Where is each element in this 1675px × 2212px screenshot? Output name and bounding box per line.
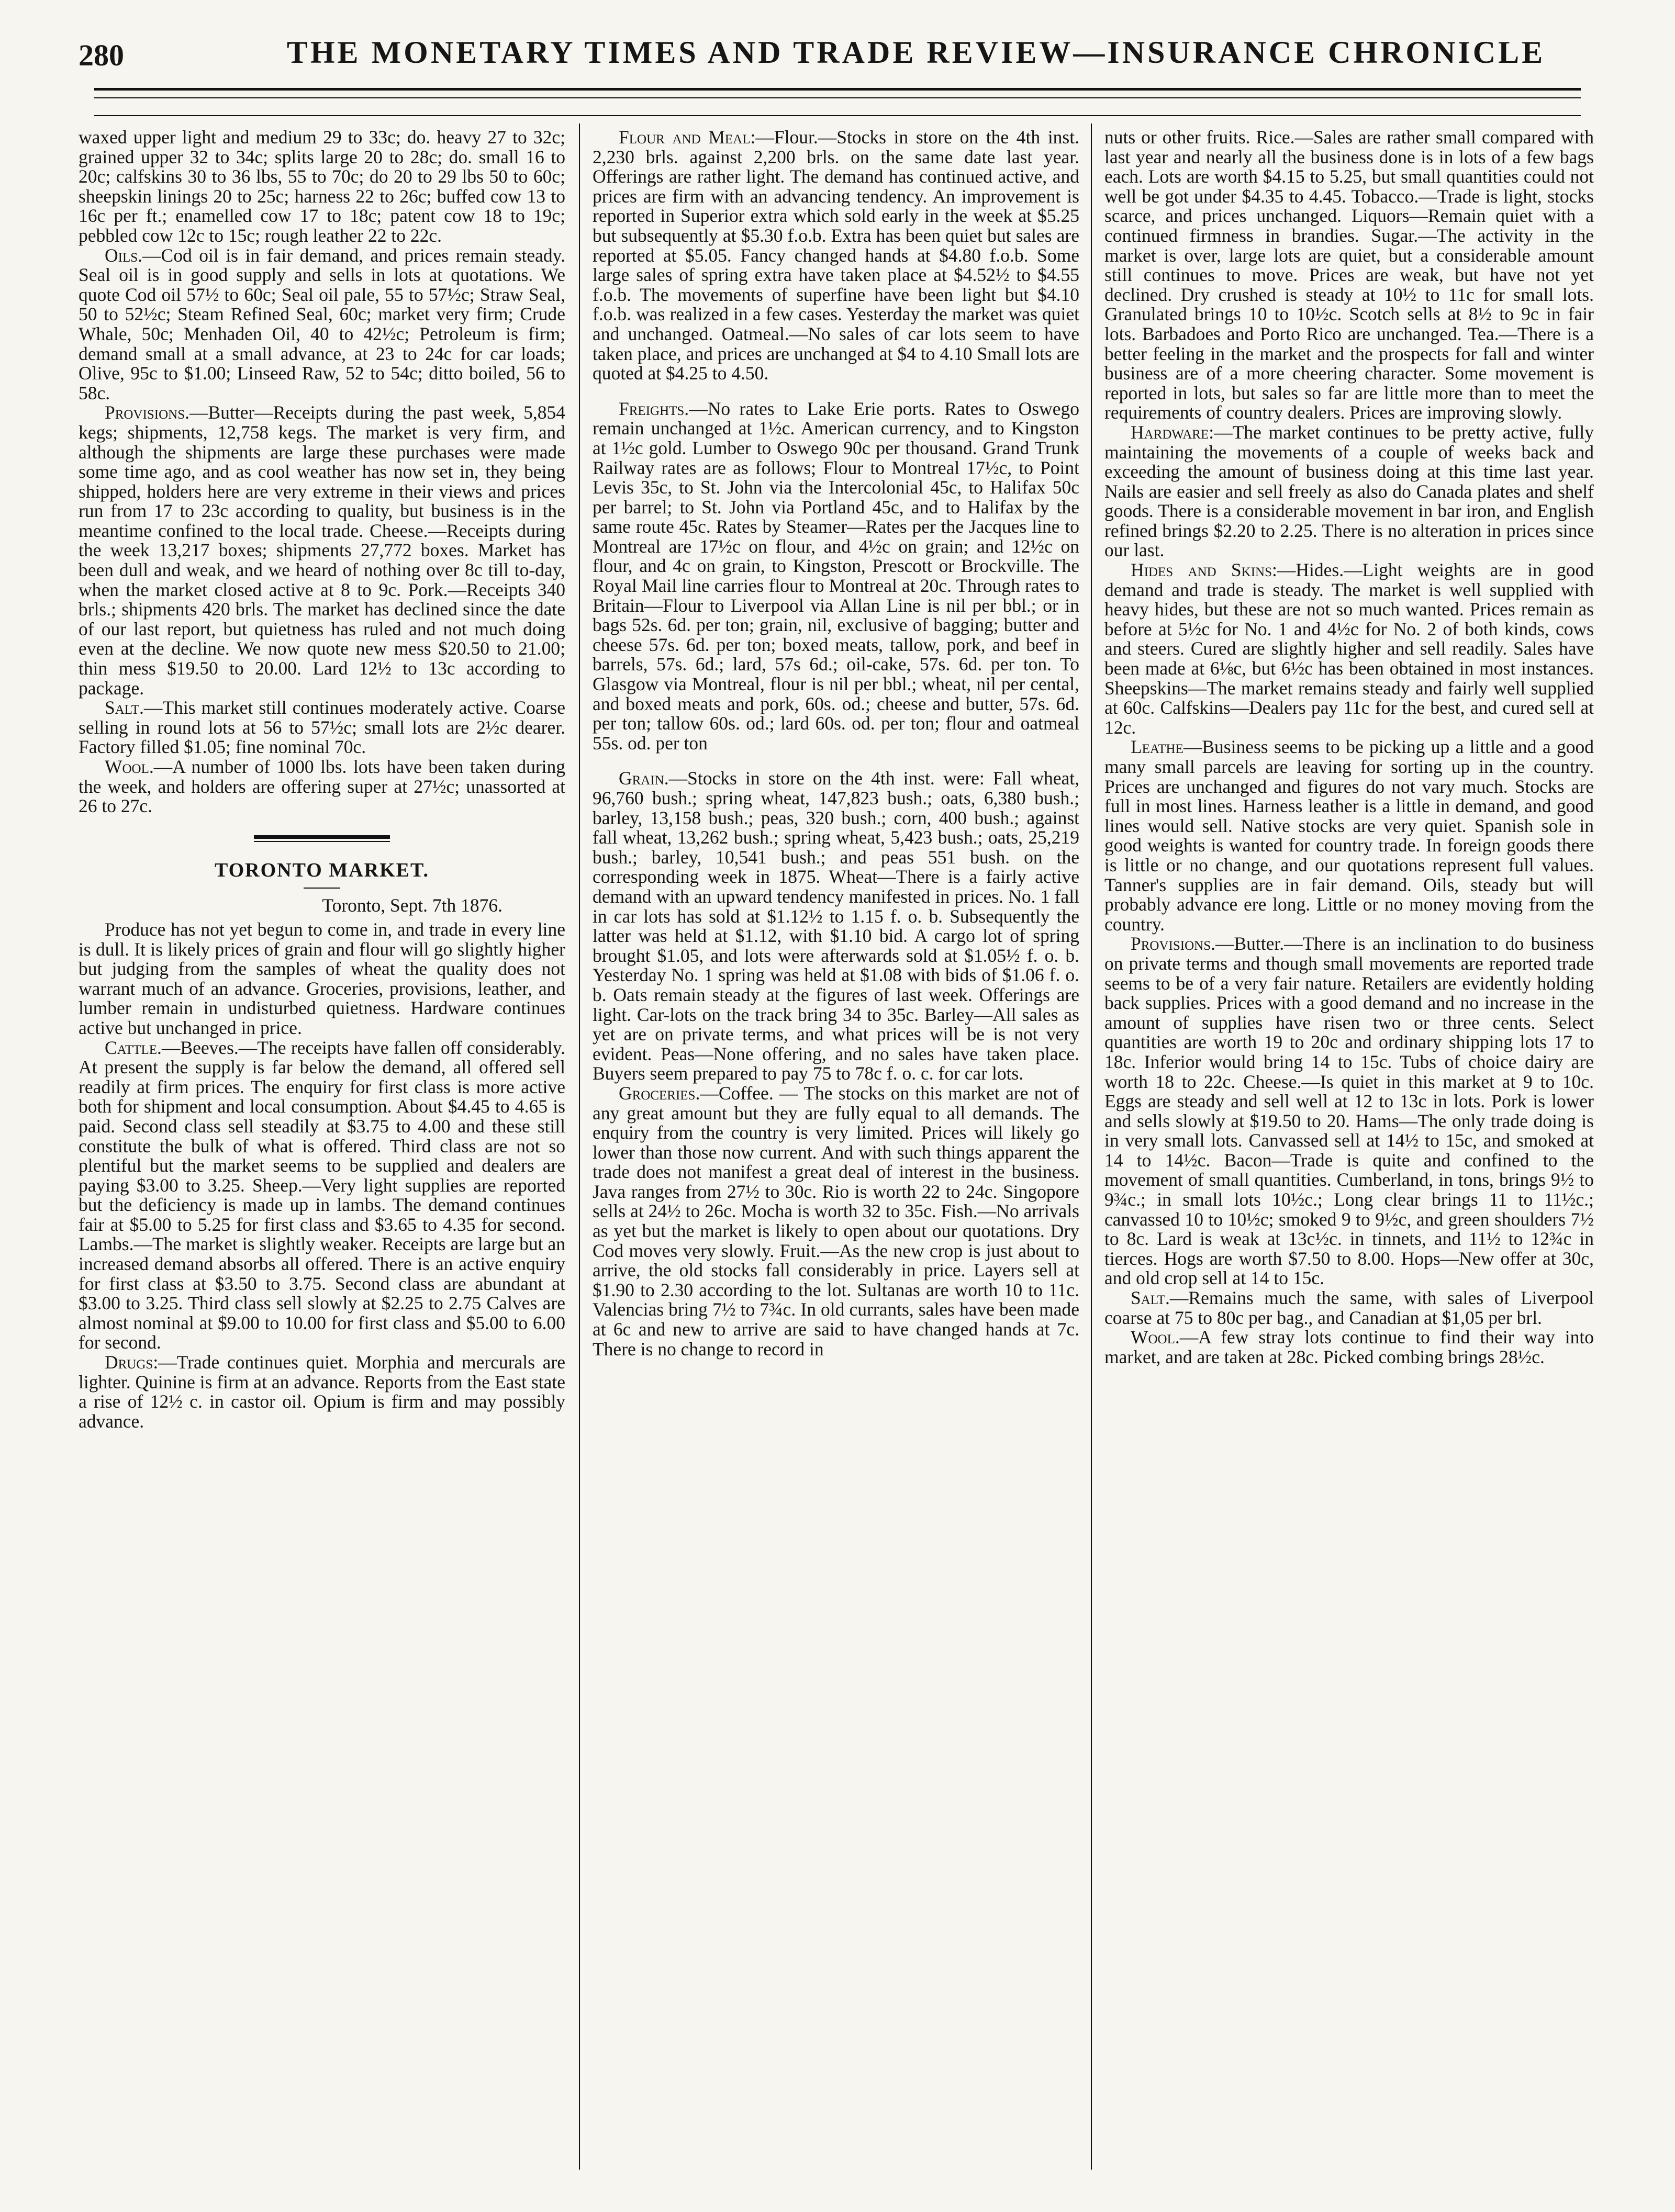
section-divider — [254, 835, 390, 842]
section-head: Salt. — [1131, 1287, 1170, 1309]
section-head: Groceries. — [619, 1082, 700, 1104]
section-text: —Hides.—Light weights are in good demand and trade is steady. The market is well supplied with heavy hides, but these are not so much wanted. Prices remain as before at 5½c for No. 1 and 4½c for No. 2 of both kinds, cows and steers. Cured are slightly higher and sell readily. Sales have been made at 6⅛c, but 6½c has been obtained in most instances. Sheepskins—The market remains steady and fairly well supplied at 60c. Calfskins—Dealers pay 11c for the best, and cured sell at 12c. — [1104, 559, 1594, 738]
paragraph-grain — [593, 769, 1079, 1084]
paragraph-cattle — [79, 1038, 565, 1353]
section-head: Hides and Skins: — [1131, 559, 1277, 581]
section-text: —Remains much the same, with sales of Liverpool coarse at 75 to 80c per bag., and Canadian at $1,05 per brl. — [1104, 1287, 1594, 1328]
section-head: Hardware: — [1131, 421, 1214, 443]
section-head: Wool. — [105, 756, 154, 777]
column-middle — [593, 128, 1079, 2158]
section-text: —Flour.—Stocks in store on the 4th inst. 2,230 brls. against 2,200 brls. on the same date last year. Offerings are rather light. The demand has continued active, and prices are firm with an advancing tendency. An improvement is reported in Superior extra which sold early in the week at $5.25 but subsequently at $5.30 f.o.b. Extra has been quiet but sales are reported at $5.05. Fancy changed hands at $4.80 f.o.b. Some large sales of spring extra have taken place at $4.52½ to $4.55 f.o.b. The movements of superfine have been light but $4.10 f.o.b. was realized in a few cases. Yesterday the market was quiet and unchanged. Oatmeal.—No sales of car lots seem to have taken place, and prices are unchanged at $4 to 4.10 Small lots are quoted at $4.25 to 4.50. — [593, 128, 1079, 384]
section-text: —Beeves.—The receipts have fallen off considerably. At present the supply is far below the demand, all offered sell readily at firm prices. The enquiry for first class is more active both for shipment and local consumption. About $4.45 to 4.65 is paid. Second class sell steadily at $3.75 to 4.00 and these still constitute the bulk of what is offered. Third class are not so plentiful but the market seems to be supplied and dealers are paying $3.00 to 3.25. Sheep.—Very light supplies are reported but the deficiency is made up in lambs. The demand continues fair at $5.00 to 5.25 for first class and $3.65 to 4.35 for second. Lambs.—The market is slightly weaker. Receipts are large but an increased demand absorbs all offered. There is an active enquiry for first class at $3.50 to 3.75. Second class are abundant at $3.00 to 3.25. Third class sell slowly at $2.25 to 2.75 Calves are almost nominal at $9.00 to 10.00 for first class and $5.00 to 6.00 for second. — [79, 1037, 565, 1353]
header-rule-lower — [94, 115, 1581, 116]
section-head: Provisions. — [105, 402, 189, 423]
section-text: —Coffee. — The stocks on this market are not of any great amount but they are fully equal to all demands. The enquiry from the country is very limited. Prices will likely go lower than those now current. And with such things apparent the trade does not manifest a great deal of interest in the business. Java ranges from 27½ to 30c. Rio is worth 22 to 24c. Singopore sells at 24½ to 26c. Mocha is worth 32 to 35c. Fish.—No arrivals as yet but the market is likely to open about our quotations. Dry Cod moves very slowly. Fruit.—As the new crop is just about to arrive, the old stocks fall considerably in price. Layers sell at $1.90 to 2.30 according to the lot. Sultanas are worth 10 to 11c. Valencias bring 7½ to 7¾c. In old currants, sales have been made at 6c and new to arrive are said to have changed hands at 7c. There is no change to record in — [593, 1082, 1079, 1360]
section-text: —Cod oil is in fair demand, and prices remain steady. Seal oil is in good supply and sells in lots at quotations. We quote Cod oil 57½ to 60c; Seal oil pale, 55 to 57½c; Straw Seal, 50 to 52½c; Steam Refined Seal, 60c; market very firm; Crude Whale, 50c; Menhaden Oil, 40 to 42½c; Petroleum is firm; demand small at a small advance, at 23 to 24c for car loads; Olive, 95c to $1.00; Linseed Raw, 52 to 54c; ditto boiled, 56 to 58c. — [79, 244, 565, 403]
market-title: TORONTO MARKET. — [214, 859, 430, 881]
page-number: 280 — [79, 38, 124, 72]
section-text: —Stocks in store on the 4th inst. were: Fall wheat, 96,760 bush.; spring wheat, 147,823 bush.; oats, 6,380 bush.; barley, 13,158 bush.; peas, 320 bush.; corn, 400 bush.; against fall wheat, 13,262 bush.; spring wheat, 5,423 bush.; oats, 25,219 bush.; barley, 10,541 bush.; and peas 551 bush. on the corresponding week in 1875. Wheat—There is a fairly active demand with an upward tendency manifested in prices. No. 1 fall in car lots has sold at $1.12½ to 1.15 f. o. b. Subsequently the latter was held at $1.12, with $1.10 bid. A cargo lot of spring brought $1.05, and lots were afterwards sold at $1.05½ f. o. b. Yesterday No. 1 spring was held at $1.08 with bids of $1.06 f. o. b. Oats remain steady at the figures of last week. Offerings are light. Car-lots on the track bring 34 to 35c. Barley—All sales as yet are on private terms, and what prices will be is not very evident. Peas—None offering, and no sales have taken place. Buyers seem prepared to pay 75 to 78c f. o. c. for car lots. — [593, 768, 1079, 1084]
section-head: Flour and Meal: — [619, 128, 756, 148]
section-head: Salt. — [105, 697, 144, 718]
column-rule — [1091, 123, 1092, 2170]
section-text: —Business seems to be picking up a little and a good many small parcels are leaving for sorting up in the country. Prices are unchanged and figures do not vary much. Stocks are full in most lines. Harness leather is a little in demand, and good lines would sell. Native stocks are very quiet. Spanish sole in good weights is wanted for country trade. In foreign goods there is little or no change, and our quotations represent full values. Tanner's supplies are in fair demand. Oils, steady but will probably advance ere long. Little or no money moving from the country. — [1104, 736, 1594, 935]
dateline: Toronto, Sept. 7th 1876. — [322, 895, 502, 916]
column-right — [1104, 128, 1594, 2158]
paragraph: nuts or other fruits. Rice.—Sales are rather small compared with last year and nearly all the business done is in lots of a few bags each. Lots are worth $4.15 to 5.25, but small quantities could not well be got under $4.35 to 4.45. Tobacco.—Trade is light, stocks scarce, and prices unchanged. Liquors—Remain quiet with a continued firmness in brandies. Sugar.—The activity in the market is over, large lots are quiet, but a considerable amount still continues to move. Prices are weak, but have not yet declined. Dry crushed is steady at 10½ to 11c for small lots. Granulated brings 10 to 10½c. Scotch sells at 8½ to 9c in fair lots. Barbadoes and Porto Rico are unchanged. Tea.—There is a better feeling in the market and the prospects for fall and winter business are of a more cheering character. Some movement is reported in lots, but sales so far are little more than to meet the requirements of country dealers. Prices are improving slowly. — [1104, 128, 1594, 423]
section-head: Oils. — [105, 244, 143, 266]
paragraph-groceries — [593, 1084, 1079, 1359]
paragraph-provisions — [1104, 934, 1594, 1288]
paragraph-wool — [1104, 1328, 1594, 1367]
section-head: Freights. — [619, 398, 689, 419]
section-head: Leathe — [1131, 736, 1183, 758]
paragraph-salt — [1104, 1288, 1594, 1328]
paragraph-flour — [593, 128, 1079, 384]
paragraph-provisions — [79, 403, 565, 698]
paragraph-freights — [593, 399, 1079, 754]
section-text: —Trade continues quiet. Morphia and mercurals are lighter. Quinine is firm at an advance. Reports from the East state a rise of 12½ c. in castor oil. Opium is firm and may possibly advance. — [79, 1352, 565, 1432]
section-head: Cattle. — [105, 1037, 162, 1058]
header-rule — [94, 88, 1581, 91]
paragraph-hides — [1104, 560, 1594, 737]
paragraph-oils — [79, 246, 565, 403]
column-left — [79, 128, 565, 2158]
section-text: —A number of 1000 lbs. lots have been taken during the week, and holders are offering super at 27½c; unassorted at 26 to 27c. — [79, 756, 565, 817]
paragraph-intro: Produce has not yet begun to come in, and trade in every line is dull. It is likely prices of grain and flour will go slightly higher but judging from the samples of wheat the quality does not warrant much of an advance. Groceries, provisions, leather, and lumber remain in undisturbed quietness. Hardware continues active but unchanged in price. — [79, 918, 565, 1038]
title-rule — [304, 888, 340, 889]
section-text: —A few stray lots continue to find their way into market, and are taken at 28c. Picked combing brings 28½c. — [1104, 1327, 1594, 1367]
paragraph-drugs — [79, 1353, 565, 1431]
header-rule-thin — [94, 97, 1581, 98]
section-head: Grain. — [619, 768, 669, 789]
paragraph-salt — [79, 698, 565, 757]
section-head: Wool. — [1131, 1327, 1180, 1348]
section-text: —The market continues to be pretty active, fully maintaining the movements of a couple of weeks back and exceeding the amount of business doing at this time last year. Nails are easier and sell freely as also do Canada plates and shelf goods. There is a considerable movement in bar iron, and English refined brings $2.20 to 2.25. There is no alteration in prices since our last. — [1104, 421, 1594, 561]
section-text: —No rates to Lake Erie ports. Rates to Oswego remain unchanged at 1½c. American currency, and to Kingston at 1½c gold. Lumber to Oswego 90c per thousand. Grand Trunk Railway rates are as follows; Flour to Montreal 17½c, to Point Levis 35c, to St. John via the Intercolonial 45c, to Halifax 50c per barrel; to St. John via Portland 45c, and to Halifax by the same route 45c. Rates by Steamer—Rates per the Jacques line to Montreal are 17½c on flour, and 4½c on grain; and 12½c on flour, and 4c on grain, to Kingston, Prescott or Brockville. The Royal Mail line carries flour to Montreal at 20c. Through rates to Britain—Flour to Liverpool via Allan Line is nil per bbl.; or in bags 52s. 6d. per ton; grain, nil, exclusive of bagging; butter and cheese 57s. 6d. per ton; boxed meats, tallow, pork, and beef in barrels, 57s. 6d.; lard, 57s 6d.; oil-cake, 57s. 6d. per ton. To Glasgow via Montreal, flour is nil per bbl.; wheat, nil per cental, and boxed meats and pork, 60s. od.; cheese and butter, 57s. 6d. per ton; tallow 60s. od.; lard 60s. od. per ton; flour and oatmeal 55s. od. per ton — [593, 398, 1079, 754]
paragraph: waxed upper light and medium 29 to 33c; do. heavy 27 to 32c; grained upper 32 to 34c; splits large 20 to 28c; do. small 16 to 20c; calfskins 30 to 36 lbs, 55 to 70c; do 20 to 29 lbs 50 to 60c; sheepskin linings 20 to 25c; harness 22 to 26c; buffed cow 13 to 16c per ft.; enamelled cow 17 to 18c; patent cow 18 to 19c; pebbled cow 12c to 15c; rough leather 22 to 22c. — [79, 128, 565, 246]
running-head: THE MONETARY TIMES AND TRADE REVIEW—INSURANCE CHRONICLE — [286, 35, 1546, 70]
section-text: —Butter—Receipts during the past week, 5,854 kegs; shipments, 12,758 kegs. The market is very firm, and although the shipments are large these purchases were made some time ago, and as cool weather has now set in, they being shipped, holders here are very extreme in their views and prices run from 17 to 23c according to quality, but business is in the meantime confined to the local trade. Cheese.—Receipts during the week 13,217 boxes; shipments 27,772 boxes. Market has been dull and weak, and we heard of nothing over 8c till to-day, when the market closed active at 8 to 9c. Pork.—Receipts 340 brls.; shipments 420 brls. The market has declined since the date of our last report, but quietness has ruled and not much doing even at the decline. We now quote new mess $20.50 to 21.00; thin mess $19.50 to 20.00. Lard 12½ to 13c according to package. — [79, 402, 565, 699]
paragraph-wool — [79, 757, 565, 816]
section-text: —Butter.—There is an inclination to do business on private terms and though small movements are reported trade seems to be of a very fair nature. Retailers are evidently holding back supplies. Prices with a good demand and no increase in the amount of supplies have risen two or three cents. Select quantities are worth 19 to 20c and ordinary shipping lots 17 to 18c. Inferior would bring 14 to 15c. Tubs of choice dairy are worth 18 to 22c. Cheese.—Is quiet in this market at 9 to 10c. Eggs are steady and sell well at 12 to 13c in lots. Pork is lower and sells slowly at $19.50 to 20. Hams—The only trade doing is in very small lots. Canvassed sell at 14½ to 15c, and smoked at 14 to 14½c. Bacon—Trade is quite and confined to the movement of small quantities. Cumberland, in tons, brings 9½ to 9¾c.; in small lots 10½c.; Long clear brings 11 to 11½c.; canvassed 10 to 10½c; smoked 9 to 9½c, and green shoulders 7½ to 8c. Lard is weak at 13c½c. in tinnets, and 11½ to 12¾c in tierces. Hogs are worth $7.50 to 8.00. Hops—New offer at 30c, and old crop sell at 14 to 15c. — [1104, 933, 1594, 1289]
section-head: Drugs: — [105, 1352, 159, 1373]
section-head: Provisions. — [1131, 933, 1215, 955]
column-rule — [579, 123, 580, 2170]
paragraph-hardware — [1104, 423, 1594, 560]
paragraph-leather — [1104, 737, 1594, 934]
section-text: —This market still continues moderately active. Coarse selling in round lots at 56 to 57½c; small lots are 2½c dearer. Factory filled $1.05; fine nominal 70c. — [79, 697, 565, 758]
